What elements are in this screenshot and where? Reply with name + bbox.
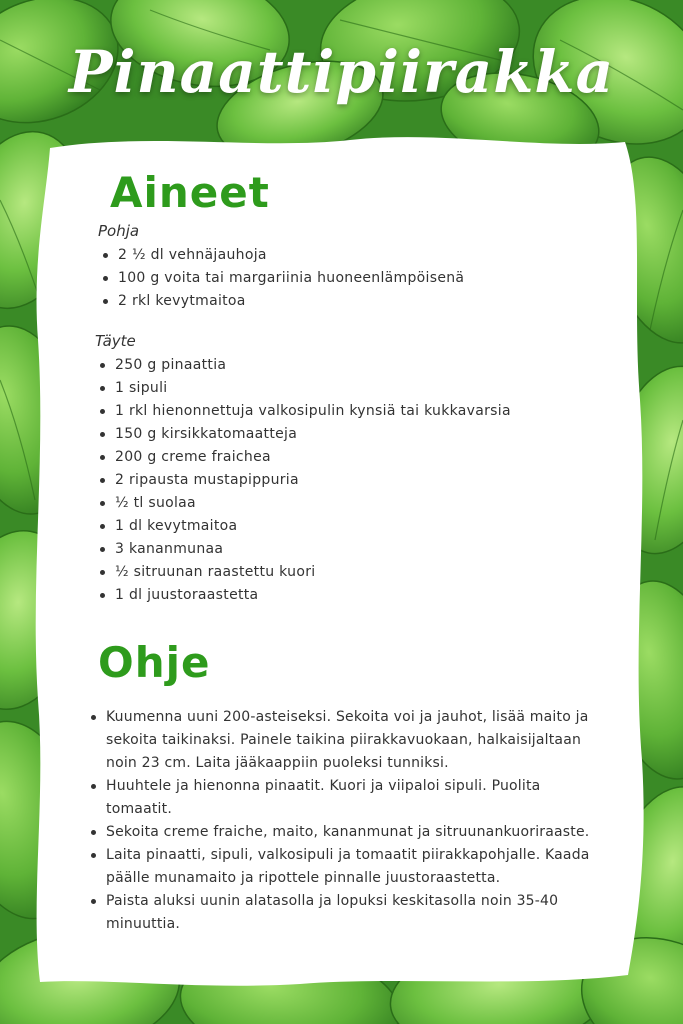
list-item: 1 rkl hienonnettuja valkosipulin kynsiä tai kukkavarsia [97,400,617,423]
list-item: 1 sipuli [97,377,617,400]
list-item: Paista aluksi uunin alatasolla ja lopuksi keskitasolla noin 35-40 minuuttia. [90,890,610,936]
recipe-title: Pinaattipiirakka [68,38,615,106]
list-item: 250 g pinaattia [97,354,617,377]
list-item: 2 ½ dl vehnäjauhoja [100,244,620,267]
list-item: Huuhtele ja hienonna pinaatit. Kuori ja viipaloi sipuli. Puolita tomaatit. [90,775,610,821]
list-item: 200 g creme fraichea [97,446,617,469]
list-item: 150 g kirsikkatomaatteja [97,423,617,446]
list-item: 2 rkl kevytmaitoa [100,290,620,313]
list-item: 1 dl juustoraastetta [97,584,617,607]
list-item: 1 dl kevytmaitoa [97,515,617,538]
filling-subheading: Täyte [95,332,136,350]
instructions-heading: Ohje [98,638,211,687]
list-item: ½ sitruunan raastettu kuori [97,561,617,584]
list-item: 3 kananmunaa [97,538,617,561]
filling-ingredient-list [97,354,617,607]
ingredients-heading: Aineet [110,168,270,217]
list-item: Laita pinaatti, sipuli, valkosipuli ja tomaatit piirakkapohjalle. Kaada päälle munamaito ja ripottele pinnalle juustoraastetta. [90,844,610,890]
list-item: 100 g voita tai margariinia huoneenlämpöisenä [100,267,620,290]
base-ingredient-list [100,244,620,313]
base-subheading: Pohja [98,222,140,240]
list-item: 2 ripausta mustapippuria [97,469,617,492]
list-item: Sekoita creme fraiche, maito, kananmunat ja sitruunankuoriraaste. [90,821,610,844]
list-item: ½ tl suolaa [97,492,617,515]
instruction-steps-list [90,706,610,936]
list-item: Kuumenna uuni 200-asteiseksi. Sekoita voi ja jauhot, lisää maito ja sekoita taikinaksi. Painele taikina piirakkavuokaan, halkaisijaltaan noin 23 cm. Laita jääkaappiin puoleksi tunniksi. [90,706,610,775]
